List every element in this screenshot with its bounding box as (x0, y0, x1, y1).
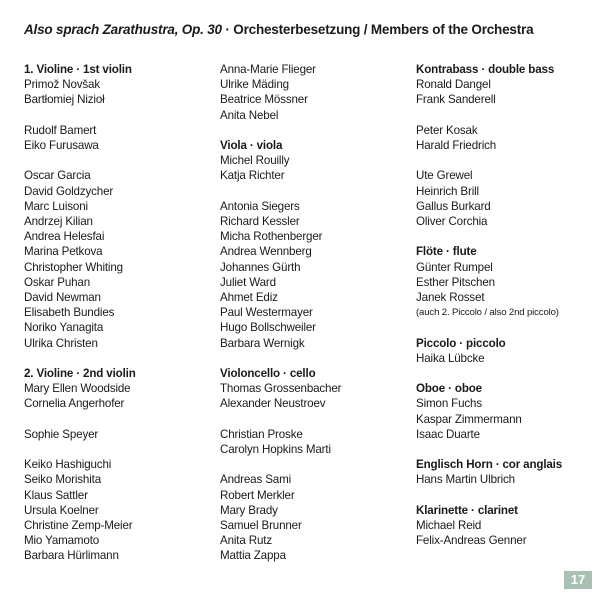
member-name: Mio Yamamoto (24, 534, 100, 548)
member-name: Andrea Helesfai (24, 230, 105, 244)
member-name: Hans Martin Ulbrich (416, 473, 515, 487)
section-group (416, 336, 596, 366)
member-name: Hugo Bollschweiler (220, 321, 316, 335)
member-name: Anita Rutz (220, 534, 272, 548)
member-name: Andrzej Kilian (24, 215, 93, 228)
orchestra-column-3 (416, 62, 596, 548)
member-name: Anna-Marie Flieger (220, 63, 316, 76)
member-name: Juliet Ward (220, 275, 276, 289)
orchestra-column-1 (24, 62, 209, 564)
member-name: Klaus Sattler (24, 488, 88, 502)
section-group (416, 244, 596, 320)
member-name: Janek Rosset (416, 291, 485, 304)
section-group (24, 366, 209, 412)
section-group (416, 381, 596, 442)
section-group (220, 427, 410, 457)
page-title (24, 22, 584, 37)
member-name: Esther Pitschen (416, 275, 495, 289)
orchestra-column-2 (220, 62, 410, 564)
member-note: (auch 2. Piccolo / also 2nd piccolo) (416, 307, 559, 319)
member-name: Christian Proske (220, 427, 303, 441)
member-name: Ulrike Mäding (220, 78, 289, 92)
section-group (416, 457, 596, 487)
section-group (24, 168, 209, 350)
section-group (220, 472, 410, 563)
member-name: Ursula Koelner (24, 503, 99, 517)
member-name: Mary Ellen Woodside (24, 382, 131, 396)
member-name: Oliver Corchia (416, 215, 488, 228)
member-name: Paul Westermayer (220, 306, 313, 320)
member-name: Christopher Whiting (24, 260, 123, 274)
section-group (416, 62, 596, 108)
section-heading: Klarinette · clarinet (416, 503, 518, 517)
section-group (416, 123, 596, 153)
member-name: Bartłomiej Nizioł (24, 93, 105, 107)
title-subtitle: Orchesterbesetzung / Members of the Orchestra (233, 22, 534, 37)
member-name: Samuel Brunner (220, 519, 302, 533)
member-name: Ahmet Ediz (220, 291, 278, 305)
member-name: Oskar Puhan (24, 275, 91, 289)
section-group (416, 503, 596, 549)
work-title: Also sprach Zarathustra, Op. 30 (24, 22, 222, 37)
member-name: Simon Fuchs (416, 397, 483, 411)
section-heading: Piccolo · piccolo (416, 336, 506, 350)
member-name: Andrea Wennberg (220, 245, 312, 259)
member-name: Harald Friedrich (416, 139, 497, 152)
member-name: Isaac Duarte (416, 427, 480, 441)
member-name: Richard Kessler (220, 215, 300, 228)
member-name: Antonia Siegers (220, 199, 300, 213)
member-name: Robert Merkler (220, 488, 295, 502)
member-name: Kaspar Zimmermann (416, 412, 522, 426)
section-heading: Englisch Horn · cor anglais (416, 458, 563, 472)
member-name: Seiko Morishita (24, 473, 102, 487)
section-heading: Oboe · oboe (416, 382, 482, 396)
member-name: Keiko Hashiguchi (24, 458, 112, 472)
member-name: Haika Lübcke (416, 351, 485, 365)
member-name: Ulrika Christen (24, 336, 98, 350)
member-name: Oscar Garcia (24, 169, 91, 183)
member-name: Peter Kosak (416, 123, 478, 137)
member-name: Ronald Dangel (416, 78, 491, 92)
member-name: Johannes Gürth (220, 260, 301, 274)
member-name: Primož Novšak (24, 78, 101, 92)
member-name: Rudolf Bamert (24, 123, 97, 137)
member-name: Marc Luisoni (24, 199, 88, 213)
member-name: Mattia Zappa (220, 549, 286, 563)
section-group (220, 199, 410, 351)
member-name: Günter Rumpel (416, 260, 493, 274)
member-name: Andreas Sami (220, 473, 292, 487)
section-group (24, 62, 209, 108)
member-name: Micha Rothenberger (220, 230, 323, 244)
member-name: Ute Grewel (416, 169, 473, 183)
member-name: Barbara Hürlimann (24, 549, 119, 563)
section-group (220, 366, 410, 412)
section-group (220, 138, 410, 184)
title-separator: · (221, 22, 234, 37)
section-heading: 2. Violine · 2nd violin (24, 367, 136, 381)
member-name: Heinrich Brill (416, 184, 479, 198)
section-group (24, 427, 209, 442)
member-name: Noriko Yanagita (24, 321, 104, 335)
member-name: Sophie Speyer (24, 427, 99, 441)
member-name: Eiko Furusawa (24, 139, 99, 152)
member-name: Felix-Andreas Genner (416, 534, 527, 548)
member-name: Katja Richter (220, 169, 285, 183)
section-heading: Kontrabass · double bass (416, 63, 555, 76)
section-group (220, 62, 410, 123)
member-name: Thomas Grossenbacher (220, 382, 342, 396)
member-name: Christine Zemp-Meier (24, 519, 133, 533)
member-name: Marina Petkova (24, 245, 103, 259)
member-name: Gallus Burkard (416, 199, 491, 213)
section-heading: Viola · viola (220, 139, 283, 152)
member-name: Barbara Wernigk (220, 336, 305, 350)
page-number: 17 (564, 571, 592, 589)
section-heading: Violoncello · cello (220, 367, 316, 381)
section-heading: 1. Violine · 1st violin (24, 63, 132, 76)
member-name: Michel Rouilly (220, 154, 290, 168)
member-name: Mary Brady (220, 503, 278, 517)
member-name: Beatrice Mössner (220, 93, 308, 107)
member-name: Michael Reid (416, 518, 482, 532)
member-name: Anita Nebel (220, 108, 279, 122)
member-name: Alexander Neustroev (220, 397, 326, 411)
section-group (24, 457, 209, 563)
member-name: Frank Sanderell (416, 93, 496, 107)
member-name: Elisabeth Bundies (24, 306, 115, 320)
section-group (24, 123, 209, 153)
member-name: David Newman (24, 291, 101, 305)
section-heading: Flöte · flute (416, 245, 477, 259)
section-group (416, 168, 596, 229)
member-name: David Goldzycher (24, 184, 114, 198)
member-name: Carolyn Hopkins Marti (220, 443, 331, 457)
member-name: Cornelia Angerhofer (24, 397, 125, 411)
